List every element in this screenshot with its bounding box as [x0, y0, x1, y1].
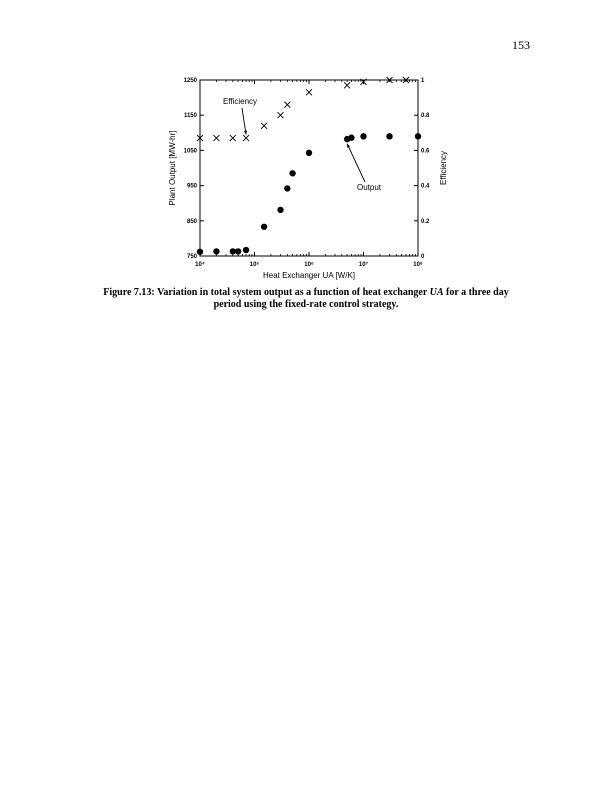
output-point	[415, 133, 421, 139]
output-point	[197, 249, 203, 255]
output-point	[289, 170, 295, 176]
output-point	[277, 207, 283, 213]
caption-italic-term: UA	[429, 287, 444, 298]
y-left-tick-label: 750	[186, 254, 197, 260]
output-point	[243, 247, 249, 253]
y-right-tick-label: 0.4	[421, 183, 430, 190]
output-point	[360, 133, 366, 139]
efficiency-point	[243, 135, 249, 141]
y-right-axis-label: Efficiency	[439, 150, 448, 186]
y-left-axis-ticks	[184, 78, 204, 260]
output-point	[306, 150, 312, 156]
y-left-axis-label: Plant Output [MW-hr]	[168, 130, 177, 206]
x-axis-label: Heat Exchanger UA [W/K]	[262, 271, 356, 280]
y-right-axis-ticks	[414, 78, 430, 260]
output-point	[284, 185, 290, 191]
output-point	[348, 135, 354, 141]
caption-text-after: for a three day period using the fixed-rate control strategy.	[213, 287, 509, 310]
output-point	[261, 224, 267, 230]
y-left-tick-label: 950	[186, 183, 197, 190]
efficiency-point	[213, 135, 219, 141]
y-left-tick-label: 1250	[183, 78, 197, 84]
x-axis-ticks	[195, 80, 423, 268]
efficiency-annotation-arrow	[242, 108, 246, 135]
page-number: 153	[512, 38, 530, 52]
efficiency-annotation-label: Efficiency	[222, 97, 258, 106]
efficiency-point	[306, 89, 312, 95]
caption-text-before: Variation in total system output as a function of heat exchanger	[157, 287, 428, 298]
y-right-tick-label: 0	[421, 254, 425, 260]
x-tick-label: 10⁸	[413, 262, 423, 268]
x-tick-label: 10⁵	[249, 262, 260, 268]
output-point	[386, 133, 392, 139]
caption-label: Figure 7.13:	[103, 287, 155, 298]
x-tick-label: 10⁶	[304, 262, 314, 268]
x-tick-label: 10⁷	[358, 262, 369, 268]
y-right-tick-label: 0.2	[421, 218, 430, 225]
y-left-tick-label: 1150	[183, 113, 197, 120]
output-annotation-label: Output	[356, 183, 382, 192]
efficiency-point	[230, 135, 236, 141]
figure-caption	[90, 287, 522, 311]
output-point	[235, 248, 241, 254]
y-left-tick-label: 1050	[183, 148, 197, 155]
x-tick-label: 10⁴	[195, 262, 205, 268]
y-right-tick-label: 1	[421, 78, 425, 84]
heat-exchanger-chart	[0, 0, 612, 300]
output-point	[213, 248, 219, 254]
efficiency-point	[284, 102, 290, 108]
output-annotation-arrow	[347, 144, 365, 182]
y-right-tick-label: 0.8	[421, 113, 430, 120]
plot-frame	[200, 80, 418, 256]
efficiency-point	[261, 123, 267, 129]
efficiency-point	[278, 112, 284, 118]
efficiency-arrowhead	[244, 131, 247, 135]
annotation-layer	[223, 97, 382, 192]
efficiency-point	[344, 82, 350, 88]
y-left-tick-label: 850	[186, 218, 197, 225]
y-right-tick-label: 0.6	[421, 148, 430, 155]
